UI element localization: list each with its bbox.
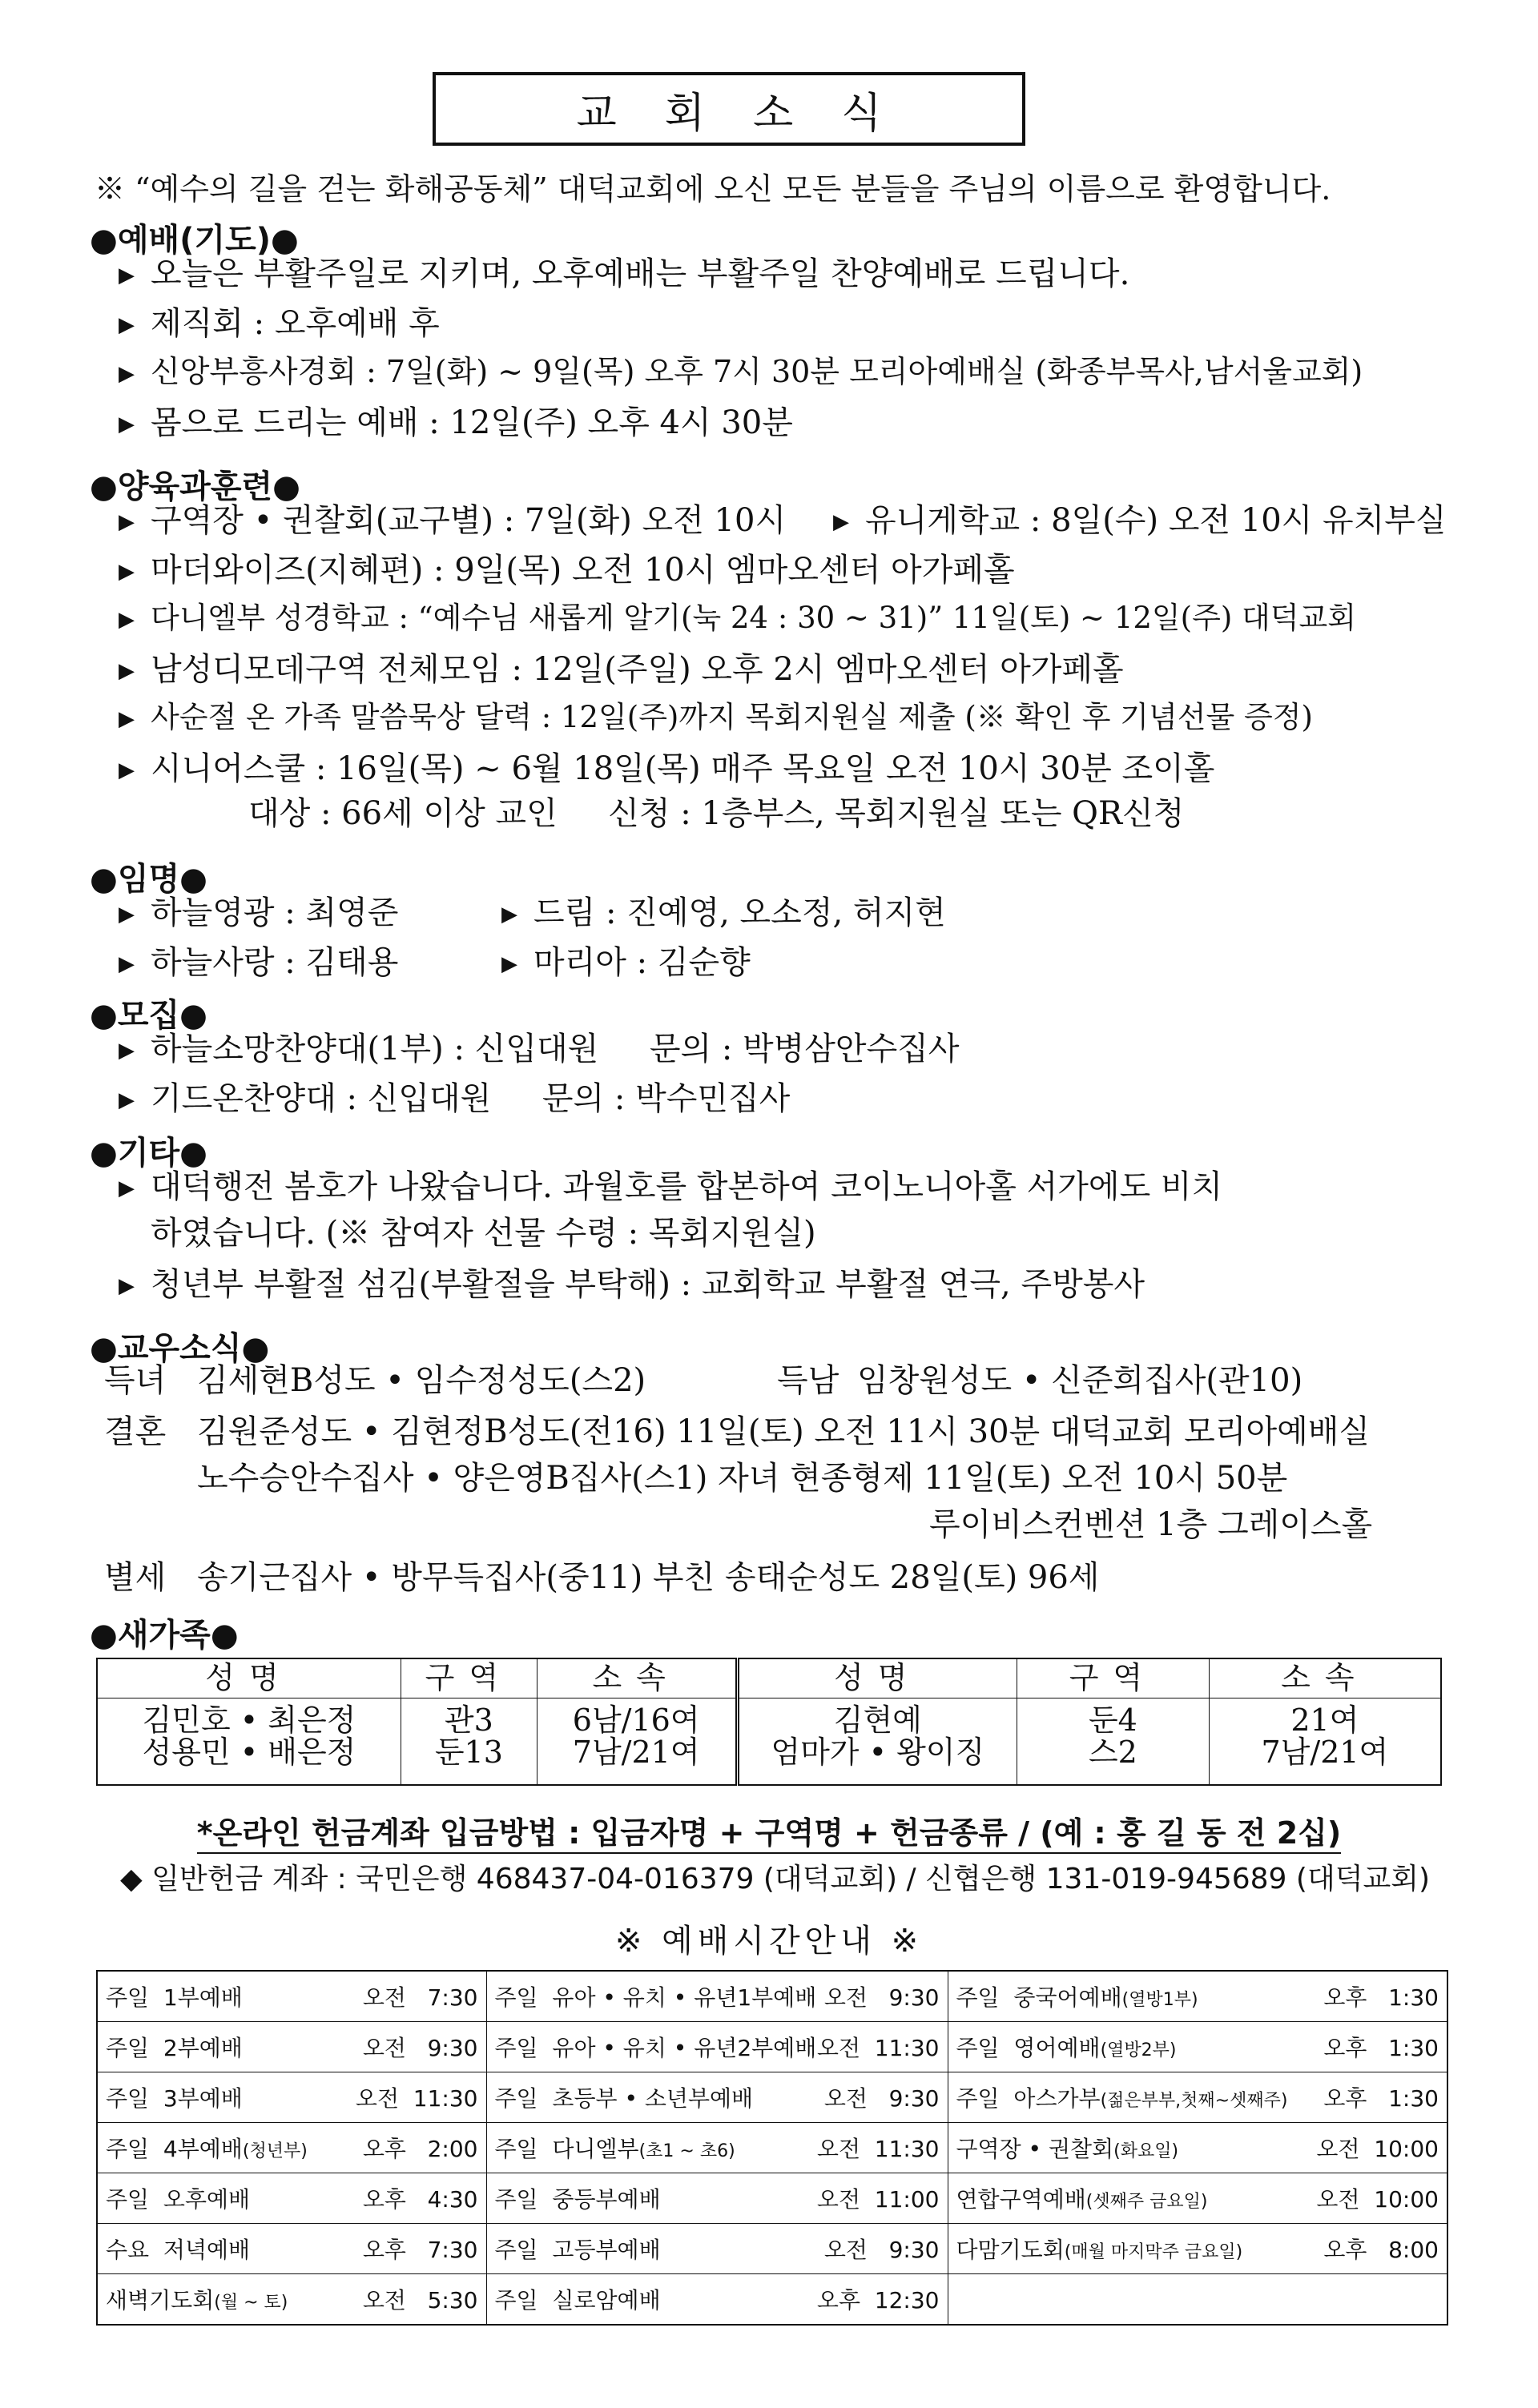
appointment-item: ▶ 하늘사랑 : 김태용 [119,944,399,981]
worship-time-cell [948,2274,1447,2326]
death-text: 송기근집사 • 방무득집사(중11) 부친 송태순성도 28일(토) 96세 [197,1559,1100,1596]
worship-name: 주일 아스가부 [956,2085,1101,2112]
worship-time-cell [486,1971,948,2022]
column-header: 소속 [537,1658,737,1698]
section-heading-appointment: ●임명● [90,861,208,898]
table-header-row [97,1658,1441,1698]
table-cell: 21여 7남/21여 [1209,1698,1441,1786]
worship-time: 오전 5:30 [362,2287,478,2314]
worship-name: 수요 저녁예배 [106,2237,251,2263]
section-heading-etc: ●기타● [90,1135,208,1172]
worship-time-cell [486,2022,948,2072]
worship-time: 오후 8:00 [1323,2237,1439,2263]
worship-time: 오후 1:30 [1323,2085,1439,2112]
worship-name: 연합구역예배 [956,2186,1086,2213]
triangle-bullet-icon: ▶ [119,412,135,437]
worship-time-cell [486,2123,948,2173]
new-family-table [96,1658,1442,1786]
column-header: 성명 [737,1658,1017,1698]
table-row [97,2274,1447,2326]
worship-time: 오전 9:30 [823,2237,940,2263]
worship-item: ▶ 신앙부흥사경회 : 7일(화) ~ 9일(목) 오후 7시 30분 모리아예배실 (화종부목사,남서울교회) [119,354,1363,389]
triangle-bullet-icon: ▶ [119,1176,135,1201]
worship-time: 오전 9:30 [823,1984,940,2011]
worship-name: 주일 유아 • 유치 • 유년1부예배 [494,1984,817,2011]
table-cell: 김민호 • 최은정 성용민 • 배은정 [97,1698,401,1786]
triangle-bullet-icon: ▶ [119,706,135,731]
triangle-bullet-icon: ▶ [119,1039,135,1063]
worship-name: 주일 3부예배 [106,2085,243,2112]
education-item: ▶ 구역장 • 권찰회(교구별) : 7일(화) 오전 10시 [119,502,787,539]
triangle-bullet-icon: ▶ [119,758,135,783]
worship-time-cell [486,2224,948,2274]
worship-note: (셋째주 금요일) [1085,2192,1208,2212]
recruit-item: ▶ 기드온찬양대 : 신입대원 문의 : 박수민집사 [119,1080,791,1117]
worship-note: (화요일) [1113,2141,1179,2161]
table-row [97,1698,1441,1786]
wedding-place-2: 루이비스컨벤션 1층 그레이스홀 [929,1506,1373,1543]
worship-name: 주일 4부예배 [106,2136,243,2162]
worship-time-cell [486,2173,948,2224]
table-cell: 6남/16여 7남/21여 [537,1698,737,1786]
worship-time: 오전 10:00 [1316,2186,1439,2213]
worship-time-cell [97,2072,486,2123]
triangle-bullet-icon: ▶ [119,313,135,338]
worship-name: 주일 오후예배 [106,2186,251,2213]
worship-time: 오후 12:30 [816,2287,940,2314]
worship-time-cell [948,2123,1447,2173]
worship-name: 주일 유아 • 유치 • 유년2부예배 [494,2035,817,2061]
worship-name: 주일 실로암예배 [494,2287,661,2314]
worship-note: (초1 ~ 초6) [638,2141,735,2161]
education-item: ▶ 남성디모데구역 전체모임 : 12일(주일) 오후 2시 엠마오센터 아가페홀 [119,651,1124,688]
education-item: ▶ 시니어스쿨 : 16일(목) ~ 6월 18일(목) 매주 목요일 오전 10시 30분 조이홀 [119,750,1215,787]
worship-name: 주일 영어예배 [956,2035,1101,2061]
worship-note: (청년부) [242,2141,308,2161]
death-label: 별세 [104,1559,167,1596]
triangle-bullet-icon: ▶ [833,510,849,535]
worship-name: 주일 중등부예배 [494,2186,661,2213]
section-heading-recruit: ●모집● [90,997,208,1034]
triangle-bullet-icon: ▶ [119,263,135,288]
worship-note: (열방1부) [1121,1990,1198,2010]
worship-times-title: ※ 예배시간안내 ※ [614,1923,924,1960]
section-heading-worship: ●예배(기도)● [90,222,299,259]
worship-time-cell [948,2022,1447,2072]
worship-time: 오전 7:30 [362,1984,478,2011]
worship-time: 오후 4:30 [362,2186,478,2213]
triangle-bullet-icon: ▶ [119,659,135,684]
worship-item: ▶ 오늘은 부활주일로 지키며, 오후예배는 부활주일 찬양예배로 드립니다. [119,255,1130,292]
table-row [97,2173,1447,2224]
appointment-item: ▶ 마리아 : 김순향 [501,944,751,981]
table-row [97,2224,1447,2274]
worship-name: 구역장 • 권찰회 [956,2136,1114,2162]
worship-name: 주일 중국어예배 [956,1984,1122,2011]
worship-time-cell [948,2224,1447,2274]
education-item: ▶ 다니엘부 성경학교 : “예수님 새롭게 알기(눅 24 : 30 ~ 31)” 11일(토) ~ 12일(주) 대덕교회 [119,601,1356,635]
education-item: ▶ 마더와이즈(지혜편) : 9일(목) 오전 10시 엠마오센터 아가페홀 [119,552,1015,589]
table-row [97,2072,1447,2123]
table-cell: 관3 둔13 [401,1698,537,1786]
birth-girl-label: 득녀 [104,1362,167,1399]
worship-times-body [97,1971,1447,2325]
page-title: 교회소식 [433,72,1025,146]
birth-girl-text: 김세현B성도 • 임수정성도(스2) [197,1362,646,1399]
worship-note: (젊은부부,첫째~셋째주) [1100,2091,1288,2111]
worship-time-cell [486,2072,948,2123]
triangle-bullet-icon: ▶ [119,1274,135,1299]
birth-boy-label: 득남 [777,1362,839,1399]
table-cell: 둔4 스2 [1017,1698,1210,1786]
worship-times-table [96,1970,1448,2326]
worship-time: 오전 9:30 [823,2085,940,2112]
triangle-bullet-icon: ▶ [119,902,135,927]
worship-time: 오전 11:30 [816,2035,940,2061]
offering-account: ◆ 일반헌금 계좌 : 국민은행 468437-04-016379 (대덕교회) / 신협은행 131-019-945689 (대덕교회) [120,1863,1431,1895]
triangle-bullet-icon: ▶ [119,952,135,977]
worship-time-cell [97,2123,486,2173]
table-row [97,2022,1447,2072]
worship-name: 주일 2부예배 [106,2035,243,2061]
worship-time-cell [486,2274,948,2326]
worship-note: (열방2부) [1100,2040,1177,2060]
table-cell: 김현예 엄마가 • 왕이징 [737,1698,1017,1786]
worship-name: 주일 1부예배 [106,1984,243,2011]
triangle-bullet-icon: ▶ [119,560,135,585]
appointment-item: ▶ 하늘영광 : 최영준 [119,894,399,931]
etc-item-continued: 하였습니다. (※ 참여자 선물 수령 : 목회지원실) [151,1215,816,1252]
online-offering-notice: *온라인 헌금계좌 입금방법 : 입금자명 + 구역명 + 헌금종류 / (예 : 홍 길 동 전 2십) [0,1808,1538,1852]
table-row [97,1971,1447,2022]
section-heading-newfamily: ●새가족● [90,1617,239,1654]
worship-note: (월 ~ 토) [214,2293,288,2313]
triangle-bullet-icon: ▶ [119,1088,135,1113]
appointment-item: ▶ 드림 : 진예영, 오소정, 허지현 [501,894,946,931]
worship-name: 주일 다니엘부 [494,2136,639,2162]
wedding-text-2: 노수승안수집사 • 양은영B집사(스1) 자녀 현종형제 11일(토) 오전 10시 50분 [197,1460,1288,1497]
worship-time-cell [948,1971,1447,2022]
wedding-label: 결혼 [104,1413,167,1450]
triangle-bullet-icon: ▶ [119,607,135,632]
worship-time: 오후 2:00 [362,2136,478,2162]
column-header: 소속 [1209,1658,1441,1698]
etc-item: ▶ 청년부 부활절 섬김(부활절을 부탁해) : 교회학교 부활절 연극, 주방봉사 [119,1266,1145,1303]
worship-time: 오전 11:00 [816,2186,940,2213]
worship-time: 오후 7:30 [362,2237,478,2263]
section-heading-education: ●양육과훈련● [90,468,301,505]
worship-time-cell [948,2173,1447,2224]
worship-time: 오전 11:30 [355,2085,478,2112]
education-item: ▶ 사순절 온 가족 말씀묵상 달력 : 12일(주)까지 목회지원실 제출 (※ 확인 후 기념선물 증정) [119,700,1313,734]
triangle-bullet-icon: ▶ [501,902,517,927]
worship-name: 새벽기도회 [106,2287,215,2314]
worship-time-cell [97,1971,486,2022]
worship-time: 오전 9:30 [362,2035,478,2061]
worship-name: 다맘기도회 [956,2237,1065,2263]
triangle-bullet-icon: ▶ [501,952,517,977]
triangle-bullet-icon: ▶ [119,361,135,386]
section-heading-members: ●교우소식● [90,1330,270,1367]
worship-time-cell [97,2274,486,2326]
education-item-detail: 대상 : 66세 이상 교인 신청 : 1층부스, 목회지원실 또는 QR신청 [248,795,1185,832]
recruit-item: ▶ 하늘소망찬양대(1부) : 신입대원 문의 : 박병삼안수집사 [119,1031,960,1067]
birth-boy-text: 임창원성도 • 신준희집사(관10) [857,1362,1303,1399]
worship-name: 주일 고등부예배 [494,2237,661,2263]
welcome-message: ※ “예수의 길을 걷는 화해공동체” 대덕교회에 오신 모든 분들을 주님의 이름으로 환영합니다. [95,171,1331,207]
worship-item: ▶ 몸으로 드리는 예배 : 12일(주) 오후 4시 30분 [119,404,793,441]
column-header: 구역 [401,1658,537,1698]
worship-time: 오후 1:30 [1323,2035,1439,2061]
table-row [97,2123,1447,2173]
worship-time: 오후 1:30 [1323,1984,1439,2011]
worship-time-cell [97,2224,486,2274]
worship-note: (매월 마지막주 금요일) [1064,2242,1243,2262]
triangle-bullet-icon: ▶ [119,510,135,535]
worship-name: 주일 초등부 • 소년부예배 [494,2085,754,2112]
worship-time-cell [97,2022,486,2072]
education-item: ▶ 유니게학교 : 8일(수) 오전 10시 유치부실 [833,502,1447,539]
worship-item: ▶ 제직회 : 오후예배 후 [119,305,440,342]
worship-time: 오전 11:30 [816,2136,940,2162]
worship-time: 오전 10:00 [1316,2136,1439,2162]
worship-time-cell [948,2072,1447,2123]
etc-item: ▶ 대덕행전 봄호가 나왔습니다. 과월호를 합본하여 코이노니아홀 서가에도 비치 [119,1168,1223,1205]
wedding-text-1: 김원준성도 • 김현정B성도(전16) 11일(토) 오전 11시 30분 대덕교회 모리아예배실 [197,1413,1371,1450]
column-header: 성명 [97,1658,401,1698]
column-header: 구역 [1017,1658,1210,1698]
worship-time-cell [97,2173,486,2224]
